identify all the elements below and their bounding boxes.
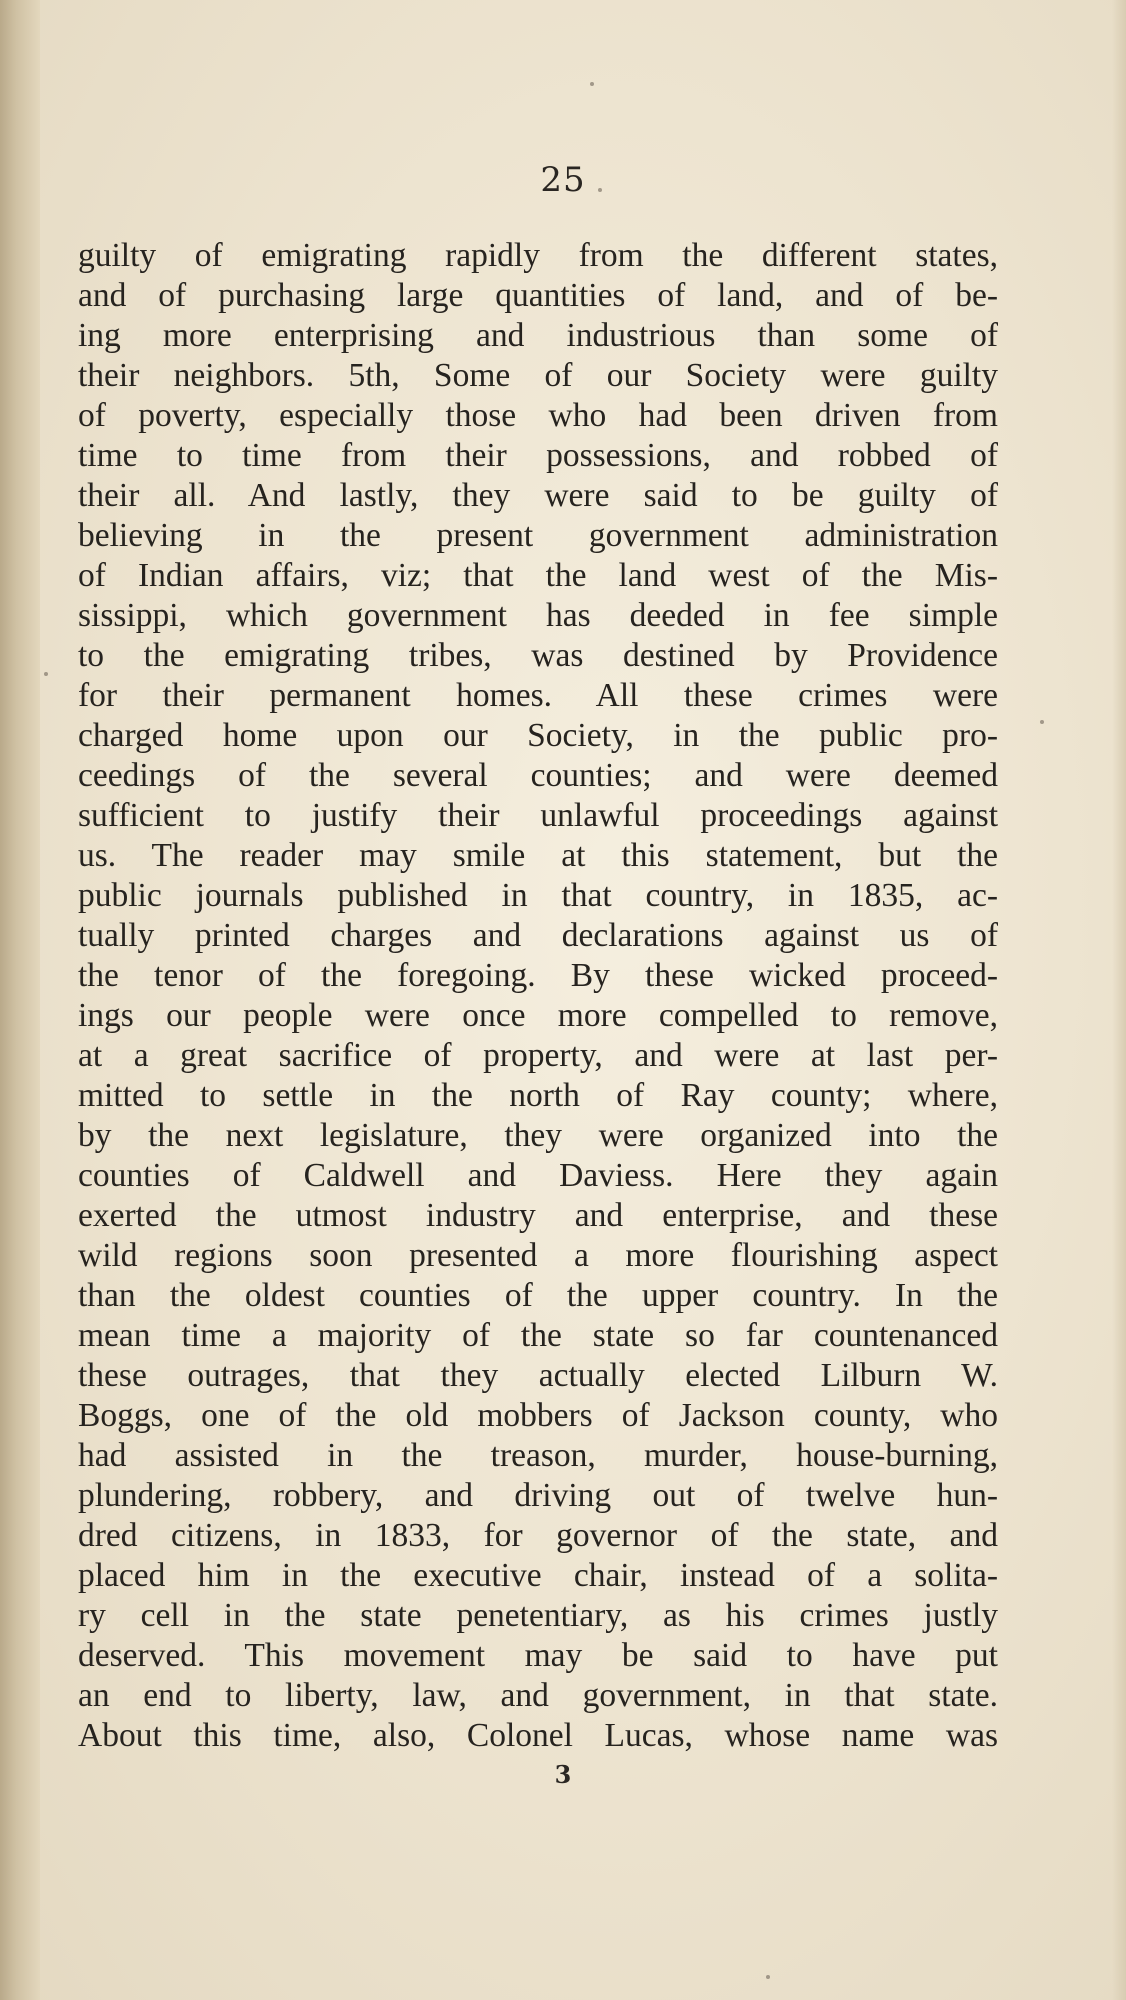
text-line: tually printed charges and declarations against us of <box>78 917 998 954</box>
text-line: to the emigrating tribes, was destined by Providence <box>78 637 998 674</box>
text-line: mean time a majority of the state so far countenanced <box>78 1317 998 1354</box>
signature-mark: 3 <box>554 1760 572 1789</box>
text-line: counties of Caldwell and Daviess. Here they again <box>78 1157 998 1194</box>
text-line: us. The reader may smile at this statement, but the <box>78 837 998 874</box>
text-line: and of purchasing large quantities of land, and of be- <box>78 277 998 314</box>
text-line: believing in the present government administration <box>78 517 998 554</box>
text-line: sissippi, which government has deeded in fee simple <box>78 597 998 634</box>
body-text <box>78 236 998 1756</box>
paper-speck <box>1040 720 1044 724</box>
text-line: exerted the utmost industry and enterprise, and these <box>78 1197 998 1234</box>
text-line: their neighbors. 5th, Some of our Society were guilty <box>78 357 998 394</box>
text-line: ceedings of the several counties; and were deemed <box>78 757 998 794</box>
text-line: guilty of emigrating rapidly from the different states, <box>78 237 998 274</box>
text-line: of poverty, especially those who had been driven from <box>78 397 998 434</box>
paper-speck <box>766 1975 770 1979</box>
page-number: 25 <box>540 160 586 200</box>
text-line: than the oldest counties of the upper country. In the <box>78 1277 998 1314</box>
text-line: deserved. This movement may be said to have put <box>78 1637 998 1674</box>
text-line: About this time, also, Colonel Lucas, whose name was <box>78 1717 998 1754</box>
text-line: ings our people were once more compelled to remove, <box>78 997 998 1034</box>
text-line: charged home upon our Society, in the public pro- <box>78 717 998 754</box>
text-line: public journals published in that country, in 1835, ac- <box>78 877 998 914</box>
text-line: placed him in the executive chair, instead of a solita- <box>78 1557 998 1594</box>
text-line: wild regions soon presented a more flourishing aspect <box>78 1237 998 1274</box>
binding-gutter <box>0 0 40 2000</box>
paper-speck <box>590 82 594 86</box>
text-line: for their permanent homes. All these crimes were <box>78 677 998 714</box>
text-line: plundering, robbery, and driving out of twelve hun- <box>78 1477 998 1514</box>
text-line: these outrages, that they actually elected Lilburn W. <box>78 1357 998 1394</box>
paper-speck <box>44 672 48 676</box>
text-line: time to time from their possessions, and robbed of <box>78 437 998 474</box>
text-line: dred citizens, in 1833, for governor of the state, and <box>78 1517 998 1554</box>
text-line: mitted to settle in the north of Ray county; where, <box>78 1077 998 1114</box>
text-line: the tenor of the foregoing. By these wicked proceed- <box>78 957 998 994</box>
text-line: at a great sacrifice of property, and were at last per- <box>78 1037 998 1074</box>
text-line: Boggs, one of the old mobbers of Jackson county, who <box>78 1397 998 1434</box>
text-line: had assisted in the treason, murder, house-burning, <box>78 1437 998 1474</box>
text-line: by the next legislature, they were organized into the <box>78 1117 998 1154</box>
text-line: ing more enterprising and industrious than some of <box>78 317 998 354</box>
text-line: an end to liberty, law, and government, in that state. <box>78 1677 998 1714</box>
page-edge-shadow <box>1112 0 1126 2000</box>
text-line: ry cell in the state penetentiary, as his crimes justly <box>78 1597 998 1634</box>
text-line: of Indian affairs, viz; that the land west of the Mis- <box>78 557 998 594</box>
text-line: their all. And lastly, they were said to be guilty of <box>78 477 998 514</box>
text-line: sufficient to justify their unlawful proceedings against <box>78 797 998 834</box>
paper-speck <box>598 188 602 192</box>
